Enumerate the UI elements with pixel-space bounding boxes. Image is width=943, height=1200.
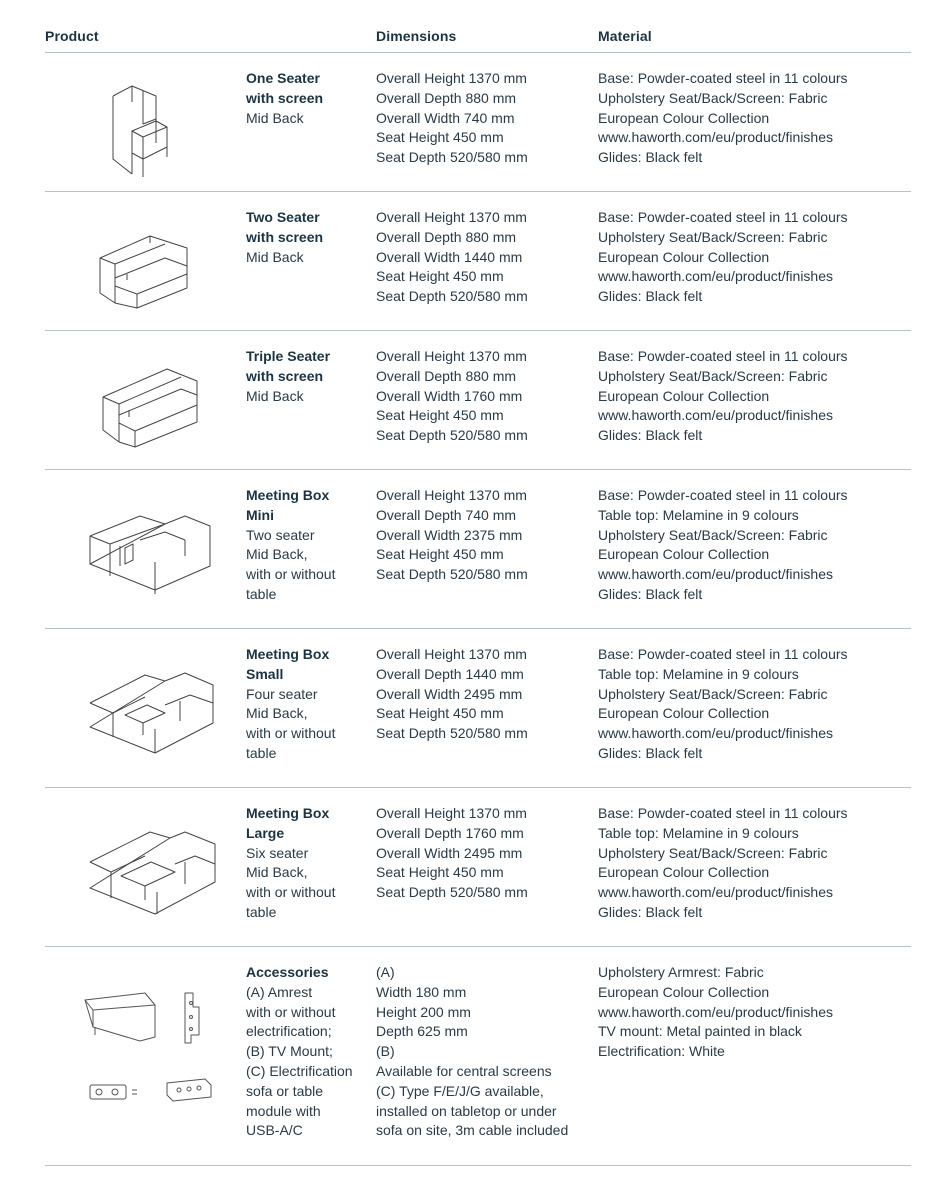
product-name: Accessories (A) Amrest with or without electrification; (B) TV Mount; (C) Electrification sofa or table module with USB-A/C — [246, 964, 353, 1139]
product-dimensions: Overall Height 1370 mm Overall Depth 880 mm Overall Width 1440 mm Seat Height 450 mm Seat Depth 520/580 mm — [376, 209, 528, 305]
product-row — [45, 947, 911, 1166]
product-material: Base: Powder-coated steel in 11 colours Table top: Melamine in 9 colours Upholstery Seat/Back/Screen: Fabric European Colour Collection www.haworth.com/eu/product/finishes Glides: Black felt — [598, 805, 848, 920]
product-dimensions: Overall Height 1370 mm Overall Depth 880 mm Overall Width 1760 mm Seat Height 450 mm Seat Depth 520/580 mm — [376, 348, 528, 444]
product-dimensions: (A) Width 180 mm Height 200 mm Depth 625 mm (B) Available for central screens (C) Type F/E/J/G available, installed on tabletop or under sofa on site, 3m cable included — [376, 964, 569, 1139]
header-material: Material — [598, 28, 652, 44]
product-dimensions: Overall Height 1370 mm Overall Depth 740 mm Overall Width 2375 mm Seat Height 450 mm Seat Depth 520/580 mm — [376, 487, 528, 583]
product-dimensions: Overall Height 1370 mm Overall Depth 880 mm Overall Width 740 mm Seat Height 450 mm Seat Depth 520/580 mm — [376, 70, 528, 166]
two-seater-sofa-icon — [85, 208, 220, 328]
accessories-icon — [75, 965, 235, 1135]
product-row — [45, 53, 911, 192]
product-name: Meeting Box Small Four seater Mid Back, with or without table — [246, 646, 336, 761]
header-product: Product — [45, 28, 99, 44]
product-dimensions: Overall Height 1370 mm Overall Depth 1440 mm Overall Width 2495 mm Seat Height 450 mm Seat Depth 520/580 mm — [376, 646, 528, 742]
one-seater-sofa-icon — [85, 69, 220, 189]
product-name: Two Seater with screen Mid Back — [246, 209, 324, 265]
product-material: Base: Powder-coated steel in 11 colours Upholstery Seat/Back/Screen: Fabric European Colour Collection www.haworth.com/eu/product/finishes Glides: Black felt — [598, 209, 848, 305]
table-header — [45, 26, 911, 53]
product-row — [45, 331, 911, 470]
product-material: Base: Powder-coated steel in 11 colours Table top: Melamine in 9 colours Upholstery Seat/Back/Screen: Fabric European Colour Collection www.haworth.com/eu/product/finishes Glides: Black felt — [598, 646, 848, 761]
product-material: Base: Powder-coated steel in 11 colours Upholstery Seat/Back/Screen: Fabric European Colour Collection www.haworth.com/eu/product/finishes Glides: Black felt — [598, 70, 848, 166]
product-name: Meeting Box Large Six seater Mid Back, with or without table — [246, 805, 336, 920]
triple-seater-sofa-icon — [85, 347, 220, 467]
product-name: One Seater with screen Mid Back — [246, 70, 324, 126]
product-row — [45, 192, 911, 331]
header-dimensions: Dimensions — [376, 28, 457, 44]
product-row — [45, 629, 911, 788]
product-name: Meeting Box Mini Two seater Mid Back, with or without table — [246, 487, 336, 602]
product-dimensions: Overall Height 1370 mm Overall Depth 1760 mm Overall Width 2495 mm Seat Height 450 mm Seat Depth 520/580 mm — [376, 805, 528, 901]
product-material: Base: Powder-coated steel in 11 colours Upholstery Seat/Back/Screen: Fabric European Colour Collection www.haworth.com/eu/product/finishes Glides: Black felt — [598, 348, 848, 444]
product-row — [45, 788, 911, 947]
meeting-box-small-icon — [85, 645, 220, 765]
product-row — [45, 470, 911, 629]
product-material: Base: Powder-coated steel in 11 colours Table top: Melamine in 9 colours Upholstery Seat/Back/Screen: Fabric European Colour Collection www.haworth.com/eu/product/finishes Glides: Black felt — [598, 487, 848, 602]
product-material: Upholstery Armrest: Fabric European Colour Collection www.haworth.com/eu/product/finishes TV mount: Metal painted in black Electrification: White — [598, 964, 833, 1060]
meeting-box-mini-icon — [85, 486, 220, 606]
meeting-box-large-icon — [85, 804, 220, 924]
product-name: Triple Seater with screen Mid Back — [246, 348, 331, 404]
